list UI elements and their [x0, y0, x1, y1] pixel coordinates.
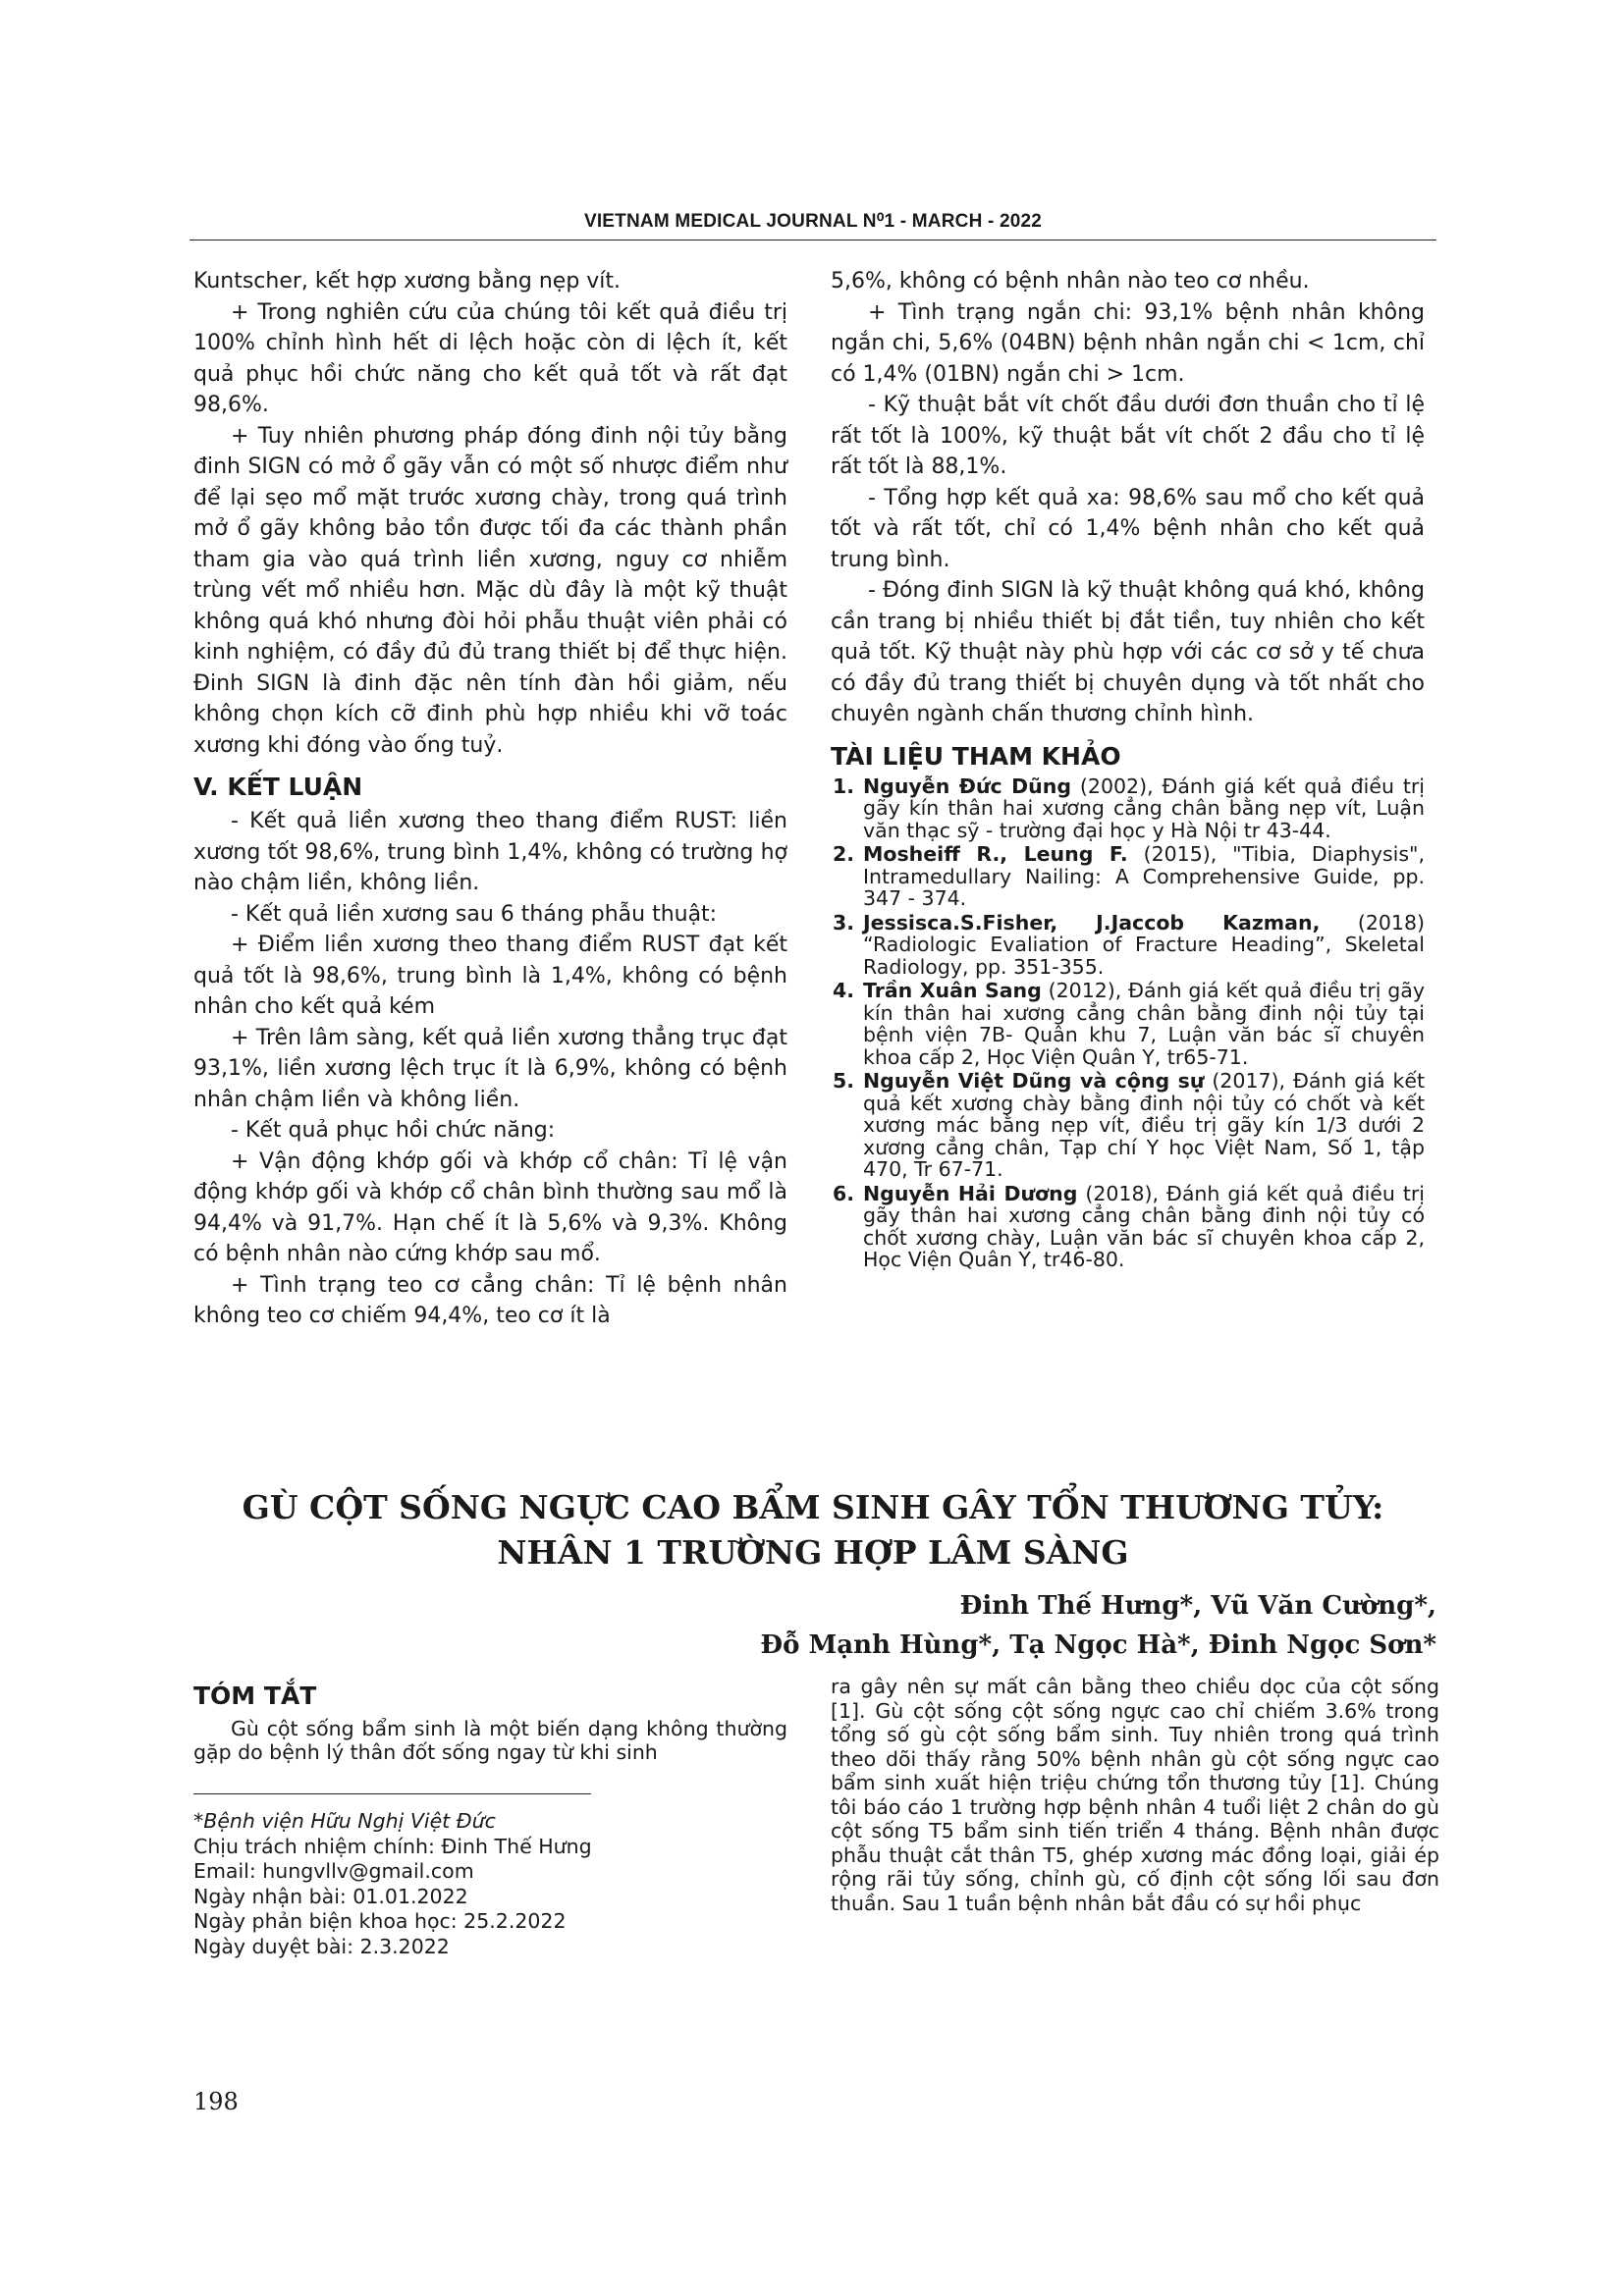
- reference-text: (2018) “Radiologic Evaliation of Fracture Heading”, Skeletal Radiology, pp. 351-355.: [863, 910, 1425, 979]
- right-column: [831, 266, 1425, 1273]
- abstract-text: ra gây nên sự mất cân bằng theo chiều dọc của cột sống [1]. Gù cột sống cột sống ngực cao chỉ chiếm 3.6% trong tổng số gù cột sống bẩm sinh. Tuy nhiên trong quá trình theo dõi thấy rằng 50% bệnh nhân gù cột sống ngực cao bẩm sinh xuất hiện triệu chứng tổn thương tủy [1]. Chúng tôi báo cáo 1 trường hợp bệnh nhân 4 tuổi liệt 2 chân do gù cột sống T5 bẩm sinh tiến triển 4 tháng. Bệnh nhân được phẫu thuật cắt thân T5, ghép xương mác đồng loại, giải ép rộng rãi tủy sống, chỉnh gù, cố định cột sống lối sau đơn thuần. Sau 1 tuần bệnh nhân bắt đầu có sự hồi phục: [831, 1675, 1439, 1915]
- reference-number: 6.: [833, 1181, 855, 1205]
- reference-text: (2015), "Tibia, Diaphysis", Intramedullary Nailing: A Comprehensive Guide, pp. 347 - 374.: [863, 842, 1426, 910]
- paragraph: + Trên lâm sàng, kết quả liền xương thẳng trục đạt 93,1%, liền xương lệch trục ít là 6,9%, không có bệnh nhân chậm liền và không liền.: [193, 1025, 787, 1112]
- reference-author: Nguyễn Hải Dương: [863, 1181, 1078, 1205]
- paragraph: + Tuy nhiên phương pháp đóng đinh nội tủy bằng đinh SIGN có mở ổ gãy vẫn có một số nhược điểm như để lại sẹo mổ mặt trước xương chày, trong quá trình mở ổ gãy không bảo tồn được tối đa các thành phần tham gia vào quá trình liền xương, nguy cơ nhiễm trùng vết mổ nhiều hơn. Mặc dù đây là một kỹ thuật không quá khó nhưng đòi hỏi phẫu thuật viên phải có kinh nghiệm, có đầy đủ đủ trang thiết bị để thực hiện. Đinh SIGN là đinh đặc nên tính đàn hồi giảm, nếu không chọn kích cỡ đinh phù hợp nhiều khi vỡ toác xương khi đóng vào ống tuỷ.: [193, 423, 787, 758]
- paragraph: + Vận động khớp gối và khớp cổ chân: Tỉ lệ vận động khớp gối và khớp cổ chân bình thường sau mổ là 94,4% và 91,7%. Hạn chế ít là 5,6% và 9,3%. Không có bệnh nhân nào cứng khớp sau mổ.: [193, 1148, 787, 1266]
- authors-line: Đỗ Mạnh Hùng*, Tạ Ngọc Hà*, Đinh Ngọc Sơn*: [760, 1630, 1436, 1660]
- footnote-affiliation: *Bệnh viện Hữu Nghị Việt Đức: [193, 1809, 496, 1833]
- paragraph: + Trong nghiên cứu của chúng tôi kết quả điều trị 100% chỉnh hình hết di lệch hoặc còn di lệch ít, kết quả phục hồi chức năng cho kết quả tốt và rất đạt 98,6%.: [193, 299, 787, 417]
- reference-number: 1.: [833, 774, 855, 798]
- paragraph: Kuntscher, kết hợp xương bằng nẹp vít.: [193, 269, 622, 294]
- article-title-line: GÙ CỘT SỐNG NGỰC CAO BẨM SINH GÂY TỔN THƯƠNG TỦY:: [242, 1488, 1384, 1526]
- reference-text: (2018), Đánh giá kết quả điều trị gãy thân hai xương cẳng chân bằng đinh nội tủy có chốt xương chày, Luận văn bác sĩ chuyên khoa cấp 2, Học Viện Quân Y, tr46-80.: [863, 1181, 1425, 1271]
- paragraph: - Kết quả phục hồi chức năng:: [231, 1118, 556, 1143]
- page-number: 198: [193, 2088, 239, 2115]
- footnote: [193, 1809, 787, 1959]
- paragraph: + Điểm liền xương theo thang điểm RUST đạt kết quả tốt là 98,6%, trung bình là 1,4%, không có bệnh nhân cho kết quả kém: [193, 933, 787, 1019]
- paragraph: - Kết quả liền xương theo thang điểm RUST: liền xương tốt 98,6%, trung bình 1,4%, không có trường hợ nào chậm liền, không liền.: [193, 809, 787, 895]
- footnote-reviewed: Ngày phản biện khoa học: 25.2.2022: [193, 1909, 567, 1933]
- abstract-right: [831, 1675, 1439, 1915]
- reference-item: [831, 912, 1425, 979]
- article-title-line: NHÂN 1 TRƯỜNG HỢP LÂM SÀNG: [497, 1533, 1129, 1572]
- reference-author: Jessisca.S.Fisher, J.Jaccob Kazman,: [863, 910, 1321, 934]
- abstract-text: Gù cột sống bẩm sinh là một biến dạng không thường gặp do bệnh lý thân đốt sống ngay từ khi sinh: [193, 1717, 787, 1764]
- reference-author: Nguyễn Đức Dũng: [863, 774, 1072, 798]
- footnote-divider: [193, 1793, 591, 1794]
- reference-text: (2012), Đánh giá kết quả điều trị gãy kín thân hai xương cẳng chân bằng đinh nội tủy tại bệnh viện 7B- Quân khu 7, Luận văn bác sĩ chuyên khoa cấp 2, Học Viện Quân Y, tr65-71.: [863, 979, 1425, 1069]
- paragraph: - Kết quả liền xương sau 6 tháng phẫu thuật:: [231, 901, 718, 927]
- reference-item: [831, 843, 1425, 910]
- paragraph: - Kỹ thuật bắt vít chốt đầu dưới đơn thuần cho tỉ lệ rất tốt là 100%, kỹ thuật bắt vít chốt 2 đầu cho tỉ lệ rất tốt là 88,1%.: [831, 393, 1425, 479]
- reference-item: [831, 1183, 1425, 1271]
- reference-number: 4.: [833, 979, 855, 1002]
- article-title: [189, 1485, 1436, 1575]
- reference-item: [831, 775, 1425, 842]
- paragraph: - Tổng hợp kết quả xa: 98,6% sau mổ cho kết quả tốt và rất tốt, chỉ có 1,4% bệnh nhân cho kết quả trung bình.: [831, 485, 1425, 572]
- reference-number: 3.: [833, 910, 855, 934]
- reference-list: [831, 775, 1425, 1271]
- paragraph: 5,6%, không có bệnh nhân nào teo cơ nhều.: [831, 269, 1310, 294]
- reference-item: [831, 1070, 1425, 1181]
- footnote-email: Email: hungvllv@gmail.com: [193, 1859, 474, 1883]
- reference-text: (2002), Đánh giá kết quả điều trị gãy kín thân hai xương cẳng chân bằng nẹp vít, Luận văn thạc sỹ - trường đại học y Hà Nội tr 43-44.: [863, 774, 1425, 842]
- section-heading-references: TÀI LIỆU THAM KHẢO: [831, 741, 1121, 771]
- footnote-responsible: Chịu trách nhiệm chính: Đinh Thế Hưng: [193, 1834, 592, 1858]
- paragraph: - Đóng đinh SIGN là kỹ thuật không quá khó, không cần trang bị nhiều thiết bị đắt tiền, tuy nhiên cho kết quả tốt. Kỹ thuật này phù hợp với các cơ sở y tế chưa có đầy đủ trang thiết bị chuyên dụng và tốt nhất cho chuyên ngành chấn thương chỉnh hình.: [831, 578, 1425, 726]
- reference-author: Nguyễn Việt Dũng và cộng sự: [863, 1069, 1205, 1093]
- reference-number: 5.: [833, 1069, 855, 1093]
- footnote-approved: Ngày duyệt bài: 2.3.2022: [193, 1934, 450, 1958]
- authors-line: Đinh Thế Hưng*, Vũ Văn Cường*,: [959, 1591, 1436, 1621]
- left-column: [193, 266, 787, 1332]
- reference-item: [831, 980, 1425, 1068]
- journal-header: VIETNAM MEDICAL JOURNAL N⁰1 - MARCH - 2022: [583, 211, 1043, 232]
- abstract-heading: TÓM TẮT: [193, 1682, 317, 1710]
- reference-author: Trần Xuân Sang: [863, 979, 1042, 1002]
- reference-number: 2.: [833, 842, 855, 866]
- reference-author: Mosheiff R., Leung F.: [863, 842, 1128, 866]
- abstract-left: [193, 1680, 787, 1764]
- section-heading-conclusion: V. KẾT LUẬN: [193, 773, 363, 801]
- paragraph: + Tình trạng teo cơ cẳng chân: Tỉ lệ bệnh nhân không teo cơ chiếm 94,4%, teo cơ ít là: [193, 1272, 787, 1328]
- article-authors: [760, 1586, 1436, 1665]
- paragraph: + Tình trạng ngắn chi: 93,1% bệnh nhân không ngắn chi, 5,6% (04BN) bệnh nhân ngắn chi < 1cm, chỉ có 1,4% (01BN) ngắn chi > 1cm.: [831, 299, 1425, 387]
- reference-text: (2017), Đánh giá kết quả kết xương chày bằng đinh nội tủy có chốt và kết xương mác bằng nẹp vít, điều trị gãy kín 1/3 dưới 2 xương cẳng chân, Tạp chí Y học Việt Nam, Số 1, tập 470, Tr 67-71.: [863, 1069, 1425, 1181]
- footnote-received: Ngày nhận bài: 01.01.2022: [193, 1884, 468, 1908]
